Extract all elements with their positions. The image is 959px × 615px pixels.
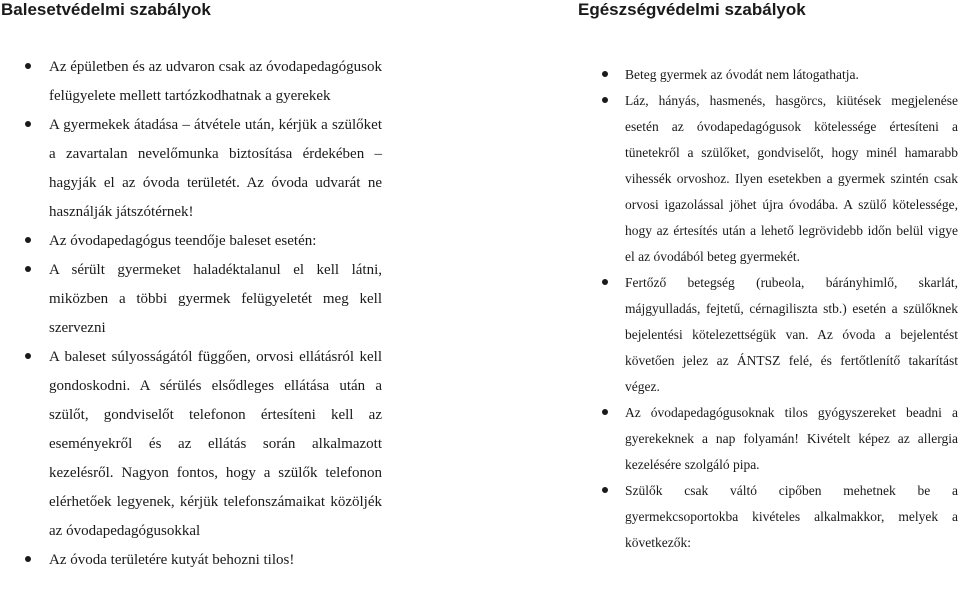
health-rules-column: [576, 0, 959, 556]
list-item: Az épületben és az udvaron csak az óvodapedagógusok felügyelete mellett tartózkodhatnak a gyerekek: [49, 53, 382, 111]
list-item: A gyermekek átadása – átvétele után, kérjük a szülőket a zavartalan nevelőmunka biztosítása érdekében – hagyják el az óvoda területét. Az óvoda udvarát ne használják játszótérnek!: [49, 111, 382, 227]
safety-rules-list: [0, 53, 382, 575]
list-item: Fertőző betegség (rubeola, bárányhimlő, skarlát, májgyulladás, fejtetű, cérnagiliszta stb.) esetén a szülőknek bejelentési kötelezettségük van. Az óvoda a bejelentést követően jelez az ÁNTSZ felé, és fertőtlenítő takarítást végez.: [625, 270, 958, 400]
list-item: Beteg gyermek az óvodát nem látogathatja.: [625, 62, 958, 88]
list-item: Az óvodapedagógus teendője baleset esetén:: [49, 227, 382, 256]
list-item: Láz, hányás, hasmenés, hasgörcs, kiütések megjelenése esetén az óvodapedagógusok kötelessége értesíteni a tünetekről a szülőket, gondviselőt, hogy minél hamarabb vihessék orvoshoz. Ilyen esetekben a gyermek szintén csak orvosi igazolással jöhet újra óvodába. A szülő kötelessége, hogy az értesítés után a lehető legrövidebb időn belül vigye el az óvodából beteg gyermekét.: [625, 88, 958, 270]
health-rules-list: [576, 62, 958, 556]
list-item: Szülők csak váltó cipőben mehetnek be a gyermekcsoportokba kivételes alkalmakkor, melyek a következők:: [625, 478, 958, 556]
list-item: Az óvodapedagógusoknak tilos gyógyszereket beadni a gyerekeknek a nap folyamán! Kivételt képez az allergia kezelésére szolgáló pipa.: [625, 400, 958, 478]
safety-rules-column: [0, 0, 392, 575]
list-item: Az óvoda területére kutyát behozni tilos!: [49, 546, 382, 575]
list-item: A sérült gyermeket haladéktalanul el kell látni, miközben a többi gyermek felügyeletét meg kell szervezni: [49, 256, 382, 343]
safety-rules-title: Balesetvédelmi szabályok: [1, 0, 211, 19]
health-rules-title: Egészségvédelmi szabályok: [578, 0, 806, 19]
list-item: A baleset súlyosságától függően, orvosi ellátásról kell gondoskodni. A sérülés elsődleges ellátása után a szülőt, gondviselőt telefonon értesíteni kell az eseményekről és az ellátás során alkalmazott kezelésről. Nagyon fontos, hogy a szülők telefonon elérhetőek legyenek, kérjük telefonszámaikat közöljék az óvodapedagógusokkal: [49, 343, 382, 546]
